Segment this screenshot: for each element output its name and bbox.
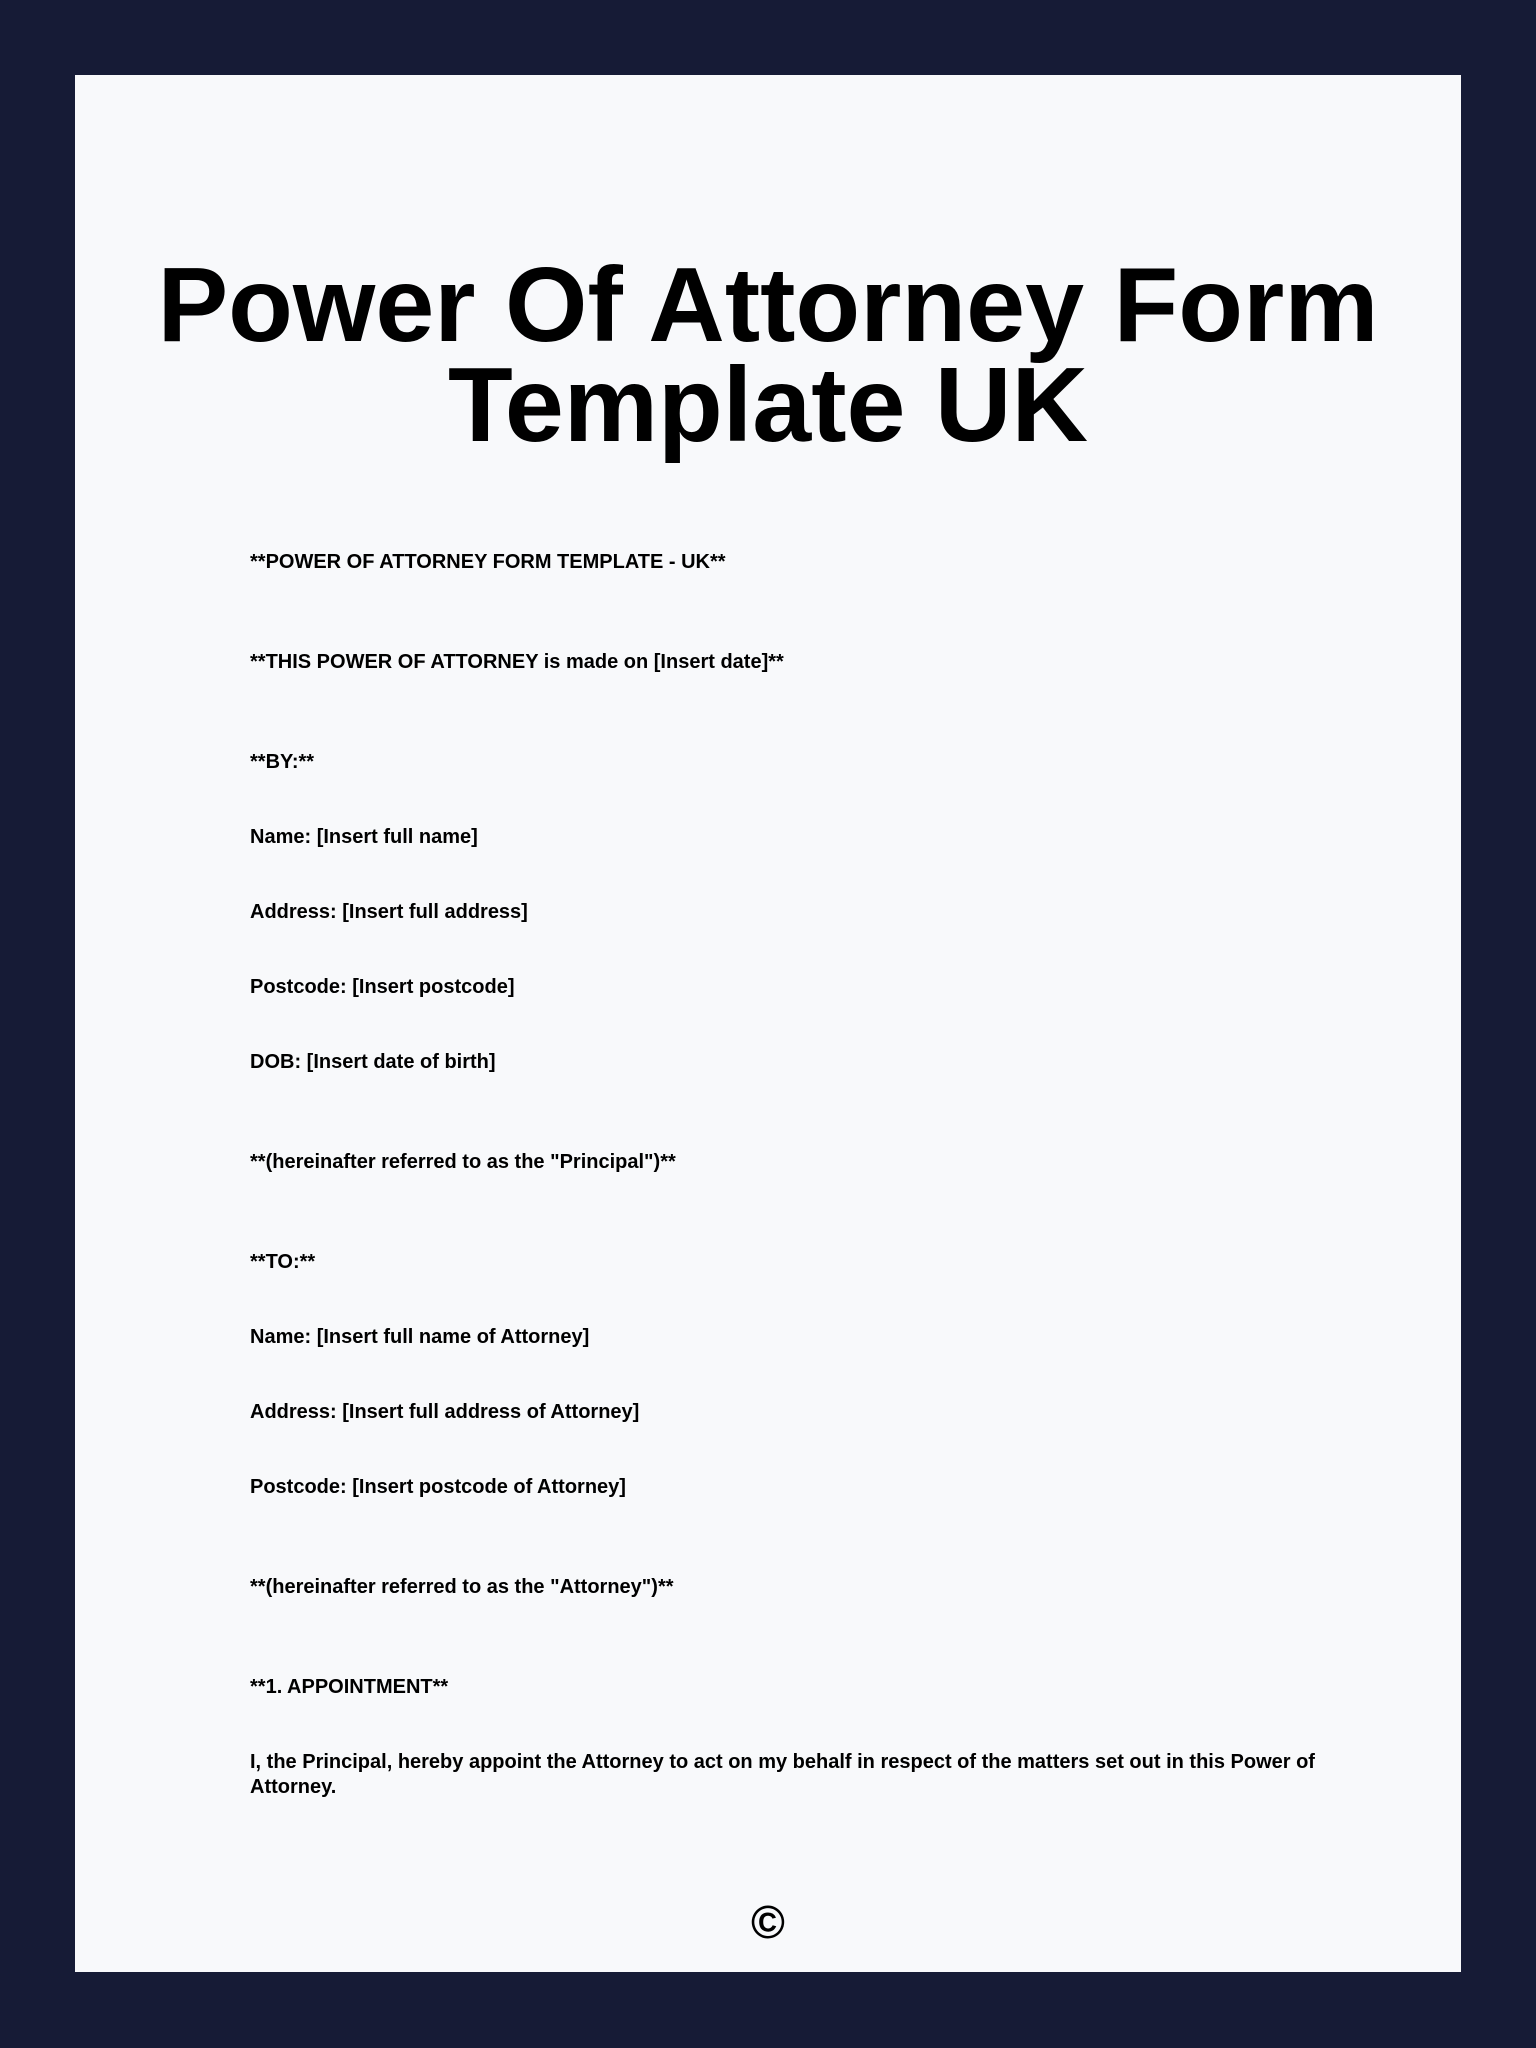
principal-reference: **(hereinafter referred to as the "Principal")** bbox=[250, 1151, 676, 1173]
title-line-1: Power Of Attorney Form bbox=[157, 246, 1379, 364]
by-label: **BY:** bbox=[250, 751, 315, 773]
principal-name: Name: [Insert full name] bbox=[250, 826, 478, 848]
section-1-heading: **1. APPOINTMENT** bbox=[250, 1676, 449, 1698]
section-1-text: I, the Principal, hereby appoint the Attorney to act on my behalf in respect of the matters set out in this Power of Attorney. bbox=[250, 1751, 1315, 1798]
attorney-postcode: Postcode: [Insert postcode of Attorney] bbox=[250, 1476, 626, 1498]
made-on-line: **THIS POWER OF ATTORNEY is made on [Insert date]** bbox=[250, 651, 784, 673]
attorney-name: Name: [Insert full name of Attorney] bbox=[250, 1326, 590, 1348]
to-label: **TO:** bbox=[250, 1251, 316, 1273]
document-title bbox=[75, 246, 1461, 464]
copyright-icon: © bbox=[751, 1896, 785, 1948]
form-heading: **POWER OF ATTORNEY FORM TEMPLATE - UK** bbox=[250, 551, 726, 573]
principal-dob: DOB: [Insert date of birth] bbox=[250, 1051, 496, 1073]
document-page bbox=[75, 75, 1461, 1972]
principal-address: Address: [Insert full address] bbox=[250, 901, 528, 923]
title-line-2: Template UK bbox=[447, 346, 1089, 464]
attorney-address: Address: [Insert full address of Attorney] bbox=[250, 1401, 640, 1423]
attorney-reference: **(hereinafter referred to as the "Attorney")** bbox=[250, 1576, 674, 1598]
principal-postcode: Postcode: [Insert postcode] bbox=[250, 976, 515, 998]
